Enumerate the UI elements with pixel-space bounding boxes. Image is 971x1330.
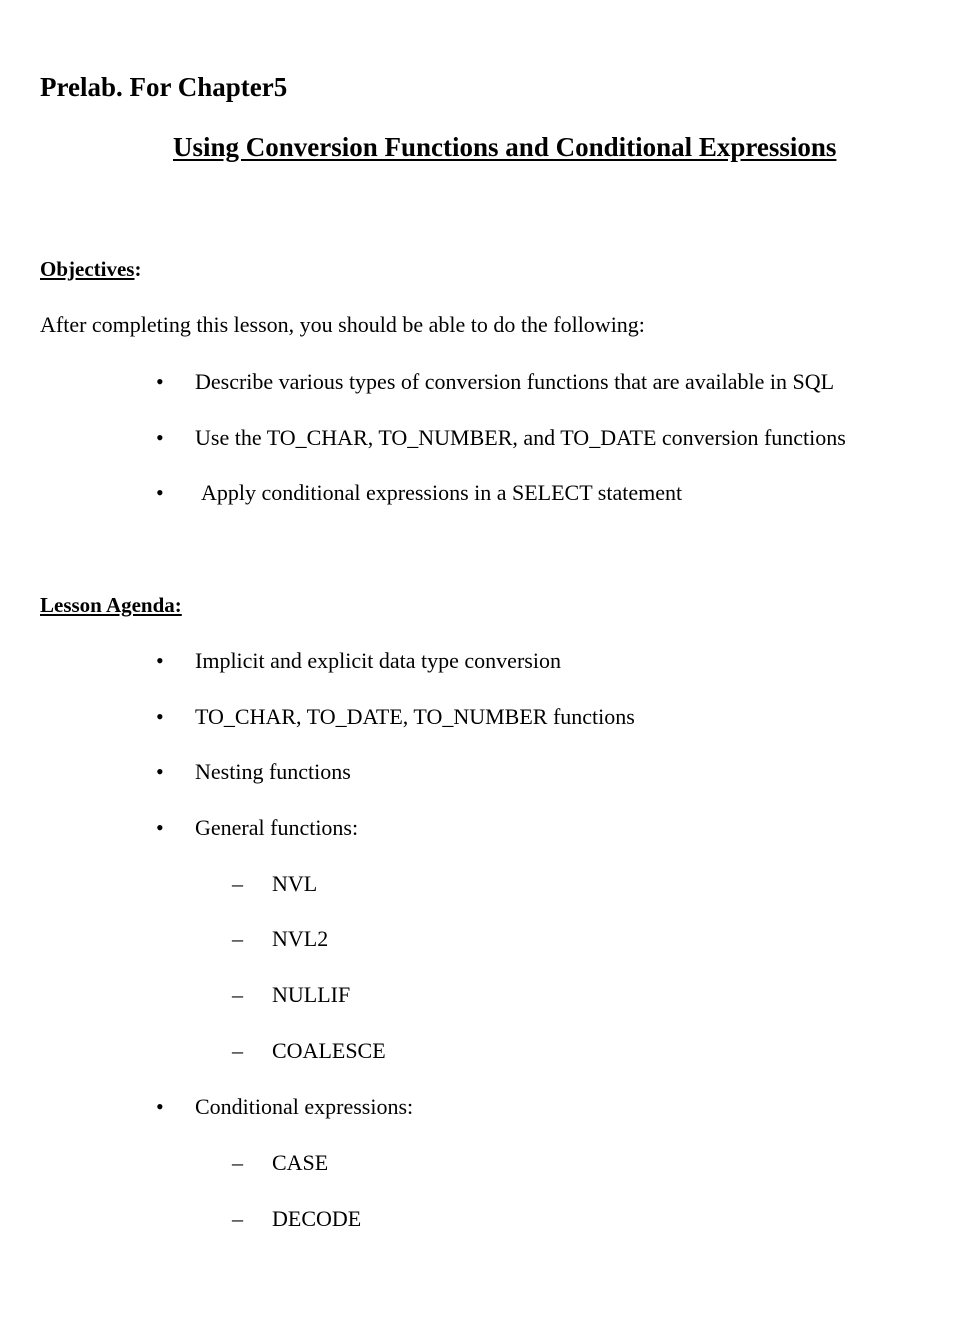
dash-icon: – [232,982,243,1007]
dash-icon: – [232,926,243,951]
agenda-subitem: NVL [272,871,318,896]
agenda-item: Conditional expressions: [195,1094,414,1119]
agenda-subitem: DECODE [272,1206,362,1231]
dash-icon: – [232,871,243,896]
objectives-label: Objectives [40,257,135,281]
objective-item: Apply conditional expressions in a SELECT statement [201,480,683,505]
bullet-icon: • [156,704,164,729]
bullet-icon: • [156,480,164,505]
agenda-item: TO_CHAR, TO_DATE, TO_NUMBER functions [195,704,635,729]
objectives-heading [40,257,141,282]
agenda-item: Nesting functions [195,759,351,784]
bullet-icon: • [156,648,164,673]
dash-icon: – [232,1150,243,1175]
agenda-subitem: NULLIF [272,982,351,1007]
agenda-heading [40,593,182,618]
bullet-icon: • [156,759,164,784]
bullet-icon: • [156,1094,164,1119]
agenda-subitem: NVL2 [272,926,329,951]
objective-item: Use the TO_CHAR, TO_NUMBER, and TO_DATE conversion functions [195,425,846,450]
page-subtitle: Using Conversion Functions and Conditional Expressions [173,132,837,162]
agenda-subitem: COALESCE [272,1038,386,1063]
agenda-label: Lesson Agenda: [40,593,182,617]
dash-icon: – [232,1038,243,1063]
dash-icon: – [232,1206,243,1231]
page-title: Prelab. For Chapter5 [40,72,288,102]
bullet-icon: • [156,369,164,394]
agenda-item: Implicit and explicit data type conversion [195,648,561,673]
objective-item: Describe various types of conversion functions that are available in SQL [195,369,835,394]
objectives-colon: : [134,257,142,281]
agenda-item: General functions: [195,815,359,840]
objectives-intro: After completing this lesson, you should be able to do the following: [40,312,645,337]
bullet-icon: • [156,425,164,450]
agenda-subitem: CASE [272,1150,329,1175]
bullet-icon: • [156,815,164,840]
